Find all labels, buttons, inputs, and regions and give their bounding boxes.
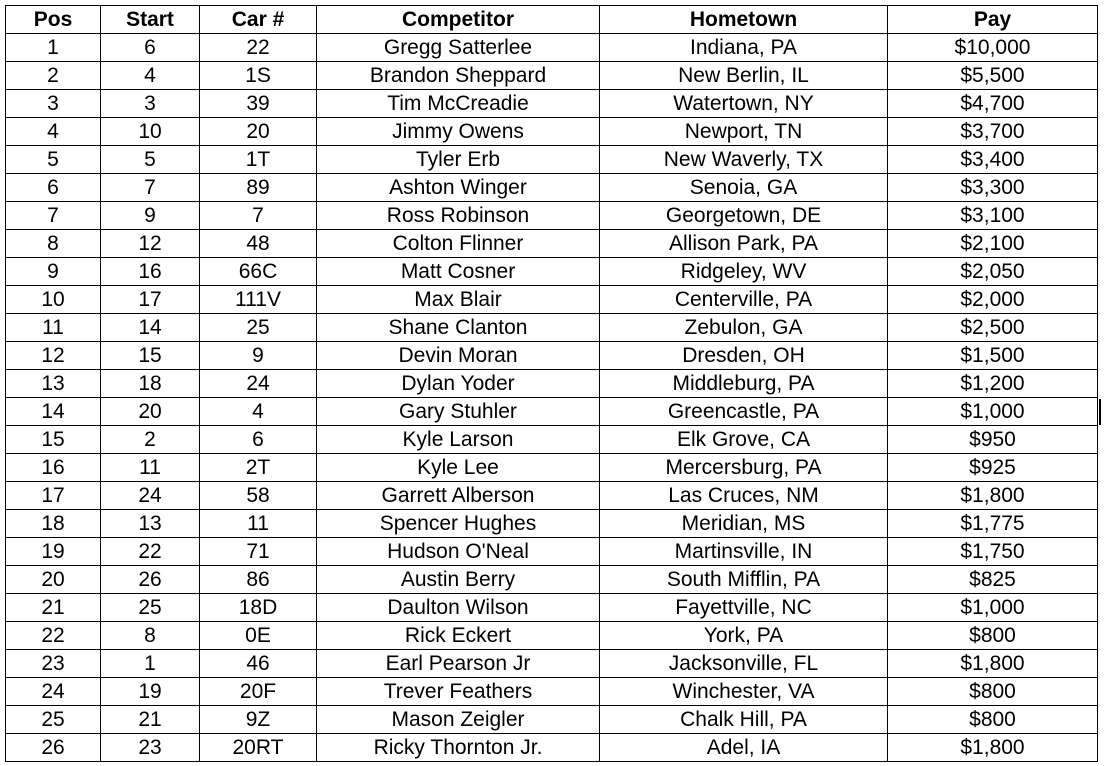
cell-start: 7 (101, 174, 200, 202)
cell-hometown: Dresden, OH (600, 342, 888, 370)
cell-hometown: York, PA (600, 622, 888, 650)
cell-competitor: Hudson O'Neal (317, 538, 600, 566)
table-row (6, 230, 1098, 258)
cell-pay: $800 (888, 678, 1098, 706)
cell-pay: $800 (888, 622, 1098, 650)
cell-hometown: Las Cruces, NM (600, 482, 888, 510)
cell-hometown: Elk Grove, CA (600, 426, 888, 454)
table-row (6, 538, 1098, 566)
cell-car-number: 71 (200, 538, 317, 566)
table-row (6, 454, 1098, 482)
cell-hometown: New Waverly, TX (600, 146, 888, 174)
cell-pos: 19 (6, 538, 101, 566)
cell-car-number: 111V (200, 286, 317, 314)
cell-hometown: Winchester, VA (600, 678, 888, 706)
cell-pay: $3,700 (888, 118, 1098, 146)
cell-start: 3 (101, 90, 200, 118)
cell-pos: 15 (6, 426, 101, 454)
cell-competitor: Tim McCreadie (317, 90, 600, 118)
cell-competitor: Ricky Thornton Jr. (317, 734, 600, 762)
cell-pay: $1,000 (888, 594, 1098, 622)
cell-start: 20 (101, 398, 200, 426)
cell-start: 26 (101, 566, 200, 594)
cell-competitor: Tyler Erb (317, 146, 600, 174)
cell-start: 19 (101, 678, 200, 706)
cell-competitor: Daulton Wilson (317, 594, 600, 622)
cell-hometown: Centerville, PA (600, 286, 888, 314)
cell-pos: 14 (6, 398, 101, 426)
table-row (6, 566, 1098, 594)
table-row (6, 286, 1098, 314)
cell-competitor: Trever Feathers (317, 678, 600, 706)
header-hometown: Hometown (600, 6, 888, 34)
cell-start: 24 (101, 482, 200, 510)
header-start: Start (101, 6, 200, 34)
cell-pay: $1,500 (888, 342, 1098, 370)
table-row (6, 622, 1098, 650)
cell-car-number: 66C (200, 258, 317, 286)
text-cursor-mark (1099, 399, 1101, 425)
cell-car-number: 46 (200, 650, 317, 678)
table-row (6, 734, 1098, 762)
cell-hometown: Middleburg, PA (600, 370, 888, 398)
cell-car-number: 0E (200, 622, 317, 650)
cell-start: 21 (101, 706, 200, 734)
cell-hometown: Senoia, GA (600, 174, 888, 202)
cell-pay: $3,400 (888, 146, 1098, 174)
cell-pos: 17 (6, 482, 101, 510)
cell-start: 6 (101, 34, 200, 62)
cell-hometown: Zebulon, GA (600, 314, 888, 342)
cell-competitor: Ross Robinson (317, 202, 600, 230)
cell-start: 23 (101, 734, 200, 762)
cell-car-number: 18D (200, 594, 317, 622)
header-pos: Pos (6, 6, 101, 34)
cell-car-number: 20F (200, 678, 317, 706)
cell-pos: 26 (6, 734, 101, 762)
cell-start: 5 (101, 146, 200, 174)
cell-pos: 12 (6, 342, 101, 370)
cell-competitor: Ashton Winger (317, 174, 600, 202)
cell-hometown: Mercersburg, PA (600, 454, 888, 482)
cell-competitor: Kyle Larson (317, 426, 600, 454)
cell-pay: $3,300 (888, 174, 1098, 202)
cell-pos: 8 (6, 230, 101, 258)
cell-competitor: Matt Cosner (317, 258, 600, 286)
cell-start: 15 (101, 342, 200, 370)
cell-pos: 25 (6, 706, 101, 734)
cell-competitor: Dylan Yoder (317, 370, 600, 398)
cell-pos: 10 (6, 286, 101, 314)
cell-car-number: 48 (200, 230, 317, 258)
cell-hometown: South Mifflin, PA (600, 566, 888, 594)
header-car-number: Car # (200, 6, 317, 34)
cell-hometown: Watertown, NY (600, 90, 888, 118)
cell-car-number: 20RT (200, 734, 317, 762)
cell-start: 10 (101, 118, 200, 146)
cell-hometown: Jacksonville, FL (600, 650, 888, 678)
cell-pos: 24 (6, 678, 101, 706)
cell-pos: 20 (6, 566, 101, 594)
table-row (6, 426, 1098, 454)
cell-pay: $1,200 (888, 370, 1098, 398)
cell-car-number: 4 (200, 398, 317, 426)
cell-competitor: Shane Clanton (317, 314, 600, 342)
cell-car-number: 25 (200, 314, 317, 342)
results-body (6, 34, 1098, 762)
cell-hometown: Adel, IA (600, 734, 888, 762)
table-row (6, 706, 1098, 734)
cell-start: 25 (101, 594, 200, 622)
cell-start: 22 (101, 538, 200, 566)
table-row (6, 62, 1098, 90)
cell-start: 11 (101, 454, 200, 482)
cell-pay: $3,100 (888, 202, 1098, 230)
cell-pay: $950 (888, 426, 1098, 454)
cell-pos: 13 (6, 370, 101, 398)
cell-competitor: Brandon Sheppard (317, 62, 600, 90)
cell-start: 9 (101, 202, 200, 230)
cell-competitor: Austin Berry (317, 566, 600, 594)
cell-car-number: 24 (200, 370, 317, 398)
cell-start: 14 (101, 314, 200, 342)
cell-competitor: Mason Zeigler (317, 706, 600, 734)
cell-pay: $800 (888, 706, 1098, 734)
cell-hometown: Ridgeley, WV (600, 258, 888, 286)
cell-competitor: Devin Moran (317, 342, 600, 370)
cell-pay: $1,800 (888, 650, 1098, 678)
cell-pay: $5,500 (888, 62, 1098, 90)
cell-car-number: 11 (200, 510, 317, 538)
cell-car-number: 1T (200, 146, 317, 174)
cell-pos: 22 (6, 622, 101, 650)
cell-hometown: Greencastle, PA (600, 398, 888, 426)
table-row (6, 650, 1098, 678)
cell-competitor: Spencer Hughes (317, 510, 600, 538)
table-row (6, 174, 1098, 202)
cell-pos: 5 (6, 146, 101, 174)
cell-car-number: 22 (200, 34, 317, 62)
cell-pos: 18 (6, 510, 101, 538)
table-row (6, 678, 1098, 706)
header-row (6, 6, 1098, 34)
cell-hometown: Indiana, PA (600, 34, 888, 62)
cell-pay: $1,000 (888, 398, 1098, 426)
cell-car-number: 89 (200, 174, 317, 202)
results-table (5, 5, 1098, 762)
cell-hometown: Georgetown, DE (600, 202, 888, 230)
cell-competitor: Colton Flinner (317, 230, 600, 258)
table-row (6, 398, 1098, 426)
cell-hometown: New Berlin, IL (600, 62, 888, 90)
cell-pos: 11 (6, 314, 101, 342)
cell-hometown: Fayettville, NC (600, 594, 888, 622)
table-row (6, 90, 1098, 118)
cell-pos: 7 (6, 202, 101, 230)
cell-pay: $825 (888, 566, 1098, 594)
cell-start: 8 (101, 622, 200, 650)
cell-competitor: Kyle Lee (317, 454, 600, 482)
cell-pos: 16 (6, 454, 101, 482)
cell-car-number: 20 (200, 118, 317, 146)
table-row (6, 594, 1098, 622)
cell-pay: $1,750 (888, 538, 1098, 566)
table-row (6, 342, 1098, 370)
cell-pos: 3 (6, 90, 101, 118)
cell-competitor: Gary Stuhler (317, 398, 600, 426)
cell-competitor: Max Blair (317, 286, 600, 314)
cell-start: 18 (101, 370, 200, 398)
cell-start: 13 (101, 510, 200, 538)
cell-pos: 9 (6, 258, 101, 286)
cell-start: 1 (101, 650, 200, 678)
cell-competitor: Garrett Alberson (317, 482, 600, 510)
cell-car-number: 39 (200, 90, 317, 118)
cell-pos: 23 (6, 650, 101, 678)
cell-car-number: 6 (200, 426, 317, 454)
cell-hometown: Allison Park, PA (600, 230, 888, 258)
cell-competitor: Earl Pearson Jr (317, 650, 600, 678)
cell-hometown: Meridian, MS (600, 510, 888, 538)
cell-start: 16 (101, 258, 200, 286)
cell-pay: $2,050 (888, 258, 1098, 286)
header-competitor: Competitor (317, 6, 600, 34)
cell-car-number: 9Z (200, 706, 317, 734)
cell-hometown: Newport, TN (600, 118, 888, 146)
cell-pay: $2,500 (888, 314, 1098, 342)
cell-pos: 21 (6, 594, 101, 622)
cell-pay: $1,775 (888, 510, 1098, 538)
cell-pos: 6 (6, 174, 101, 202)
table-row (6, 314, 1098, 342)
cell-competitor: Rick Eckert (317, 622, 600, 650)
cell-start: 2 (101, 426, 200, 454)
cell-car-number: 86 (200, 566, 317, 594)
cell-car-number: 9 (200, 342, 317, 370)
cell-hometown: Martinsville, IN (600, 538, 888, 566)
table-row (6, 258, 1098, 286)
cell-car-number: 58 (200, 482, 317, 510)
cell-pay: $1,800 (888, 482, 1098, 510)
cell-pay: $1,800 (888, 734, 1098, 762)
cell-pay: $925 (888, 454, 1098, 482)
cell-pos: 1 (6, 34, 101, 62)
cell-hometown: Chalk Hill, PA (600, 706, 888, 734)
cell-pay: $4,700 (888, 90, 1098, 118)
cell-pay: $10,000 (888, 34, 1098, 62)
cell-car-number: 1S (200, 62, 317, 90)
table-row (6, 482, 1098, 510)
cell-pay: $2,100 (888, 230, 1098, 258)
cell-car-number: 7 (200, 202, 317, 230)
header-pay: Pay (888, 6, 1098, 34)
cell-start: 17 (101, 286, 200, 314)
table-row (6, 202, 1098, 230)
cell-pay: $2,000 (888, 286, 1098, 314)
table-row (6, 146, 1098, 174)
cell-pos: 2 (6, 62, 101, 90)
table-row (6, 34, 1098, 62)
cell-start: 12 (101, 230, 200, 258)
cell-competitor: Gregg Satterlee (317, 34, 600, 62)
cell-pos: 4 (6, 118, 101, 146)
table-row (6, 370, 1098, 398)
table-row (6, 510, 1098, 538)
cell-competitor: Jimmy Owens (317, 118, 600, 146)
table-row (6, 118, 1098, 146)
cell-start: 4 (101, 62, 200, 90)
cell-car-number: 2T (200, 454, 317, 482)
